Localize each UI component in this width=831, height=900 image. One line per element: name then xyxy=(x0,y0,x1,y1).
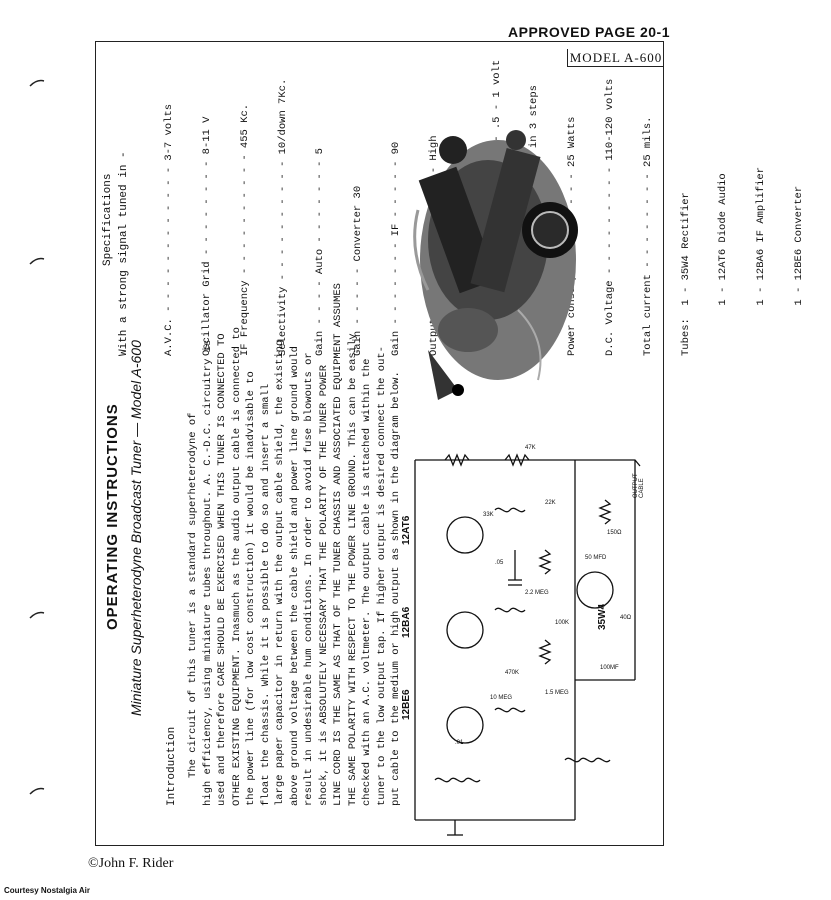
component-value: .05 xyxy=(495,560,504,566)
approved-page-header: APPROVED PAGE 20-1 xyxy=(508,24,671,40)
body-line: LINE CORD IS THE SAME AS THAT OF THE TUNER CHASSIS AND ASSOCIATED EQUIPMENT ASSUMES xyxy=(332,283,344,806)
body-line: tuner to the low output tap. If higher output is desired connect the out- xyxy=(375,346,388,806)
spec-row: 1 - 12BA6 IF Amplifier xyxy=(755,166,768,356)
margin-mark xyxy=(30,606,44,612)
spec-row: Gain - - - - - - - IF - - - - - 90 xyxy=(389,141,402,356)
schematic-diagram xyxy=(395,440,660,840)
spec-row: D.C. Voltage - - - - - - - - - 110-120 volts xyxy=(603,78,616,356)
body-line: OTHER EXISTING EQUIPMENT. Inasmuch as the audio output cable is connected to xyxy=(230,327,243,806)
spec-heading: Specifications xyxy=(102,173,114,266)
spec-row: A.V.C. - - - - - - - - - - - - 3-7 volts xyxy=(163,103,176,356)
spec-row: IF Frequency - - - - - - - - - - 455 Kc. xyxy=(238,103,251,356)
tube-label: 35W4 xyxy=(597,603,608,630)
tube-label: 12BA6 xyxy=(401,606,412,638)
body-line: shock, it is ABSOLUTELY NECESSARY THAT THE POLARITY OF THE TUNER POWER xyxy=(317,364,330,806)
spec-row: Selectivity - - - - - - - - - - 10/down 7Kc. xyxy=(276,78,289,356)
body-line: used and therefore CARE SHOULD BE EXERCISED WHEN THIS TUNER IS CONNECTED TO xyxy=(216,333,228,806)
spec-row: Oscillator Grid - - - - - - - - 8-11 V xyxy=(200,116,213,356)
body-text xyxy=(186,283,404,806)
component-value: 22K xyxy=(545,500,556,506)
body-line: result in undesirable hum conditions. In order to avoid fuse blowouts or xyxy=(303,352,315,806)
spec-row: in 3 steps xyxy=(528,85,541,149)
component-value: 1.5 MEG xyxy=(545,690,569,696)
margin-mark xyxy=(30,74,44,80)
spec-row: Gain - - - - Auto - - - - - - - 5 xyxy=(314,148,327,356)
component-value: 50 MFD xyxy=(585,555,607,561)
body-line: high efficiency, using miniature tubes throughout. A. C.-D.C. circuitry is xyxy=(201,339,214,806)
tube-label: 12AT6 xyxy=(401,515,412,545)
component-value: 2.2 MEG xyxy=(525,590,549,596)
courtesy-credit: Courtesy Nostalgia Air xyxy=(4,886,90,895)
spec-intro: With a strong signal tuned in - xyxy=(118,151,130,356)
spec-row: Gain - - - - - Converter 30 xyxy=(352,185,365,356)
margin-mark xyxy=(30,252,44,258)
body-line: put cable to the medium or high output as shown in the diagram below. xyxy=(390,371,402,806)
component-value: 100MF xyxy=(600,665,619,671)
spec-row: Tubes: 1 - 35W4 Rectifier xyxy=(679,192,692,356)
component-value: 33K xyxy=(483,512,494,518)
component-value: .01 xyxy=(455,740,464,746)
component-value: 150Ω xyxy=(607,530,622,536)
spec-row: 1 - 12AT6 Diode Audio xyxy=(717,173,730,356)
body-line: checked with an A.C. voltmeter. The output cable is attached within the xyxy=(361,358,373,806)
cable-label: OUTPUT CABLE xyxy=(633,473,645,498)
component-value: 10 MEG xyxy=(490,695,513,701)
copyright-footer: ©John F. Rider xyxy=(88,856,174,871)
component-value: 100K xyxy=(555,620,570,626)
spec-row: 1 - 12BE6 Converter xyxy=(792,185,805,356)
document-subtitle: Miniature Superheterodyne Broadcast Tuner — Model A-600 xyxy=(128,340,144,716)
introduction-heading: Introduction xyxy=(166,726,178,806)
component-value: 470K xyxy=(505,670,520,676)
model-label: MODEL A-600 xyxy=(567,49,664,67)
component-value: 40Ω xyxy=(620,615,632,621)
tuner-photo xyxy=(398,90,598,410)
body-line: The circuit of this tuner is a standard superheterodyne of xyxy=(187,412,199,778)
spec-row: Total current - - - - - - - - 25 mils. xyxy=(641,116,654,356)
tube-label: 12BE6 xyxy=(401,689,412,720)
body-line: the power line (for low cost construction) it would be inadvisable to xyxy=(245,371,257,806)
component-value: 47K xyxy=(525,445,536,451)
body-line: large paper capacitor in return with the output cable shield, the existing xyxy=(274,339,286,806)
body-line: THE SAME POLARITY WITH RESPECT TO THE POWER LINE GROUND. This can be easily xyxy=(346,333,359,806)
document-title: OPERATING INSTRUCTIONS xyxy=(104,403,121,630)
body-line: above ground voltage between the cable shield and power line ground would xyxy=(288,346,301,806)
margin-mark xyxy=(30,782,44,788)
body-line: float the chassis. While it is possible to do so and insert a small xyxy=(259,383,272,806)
